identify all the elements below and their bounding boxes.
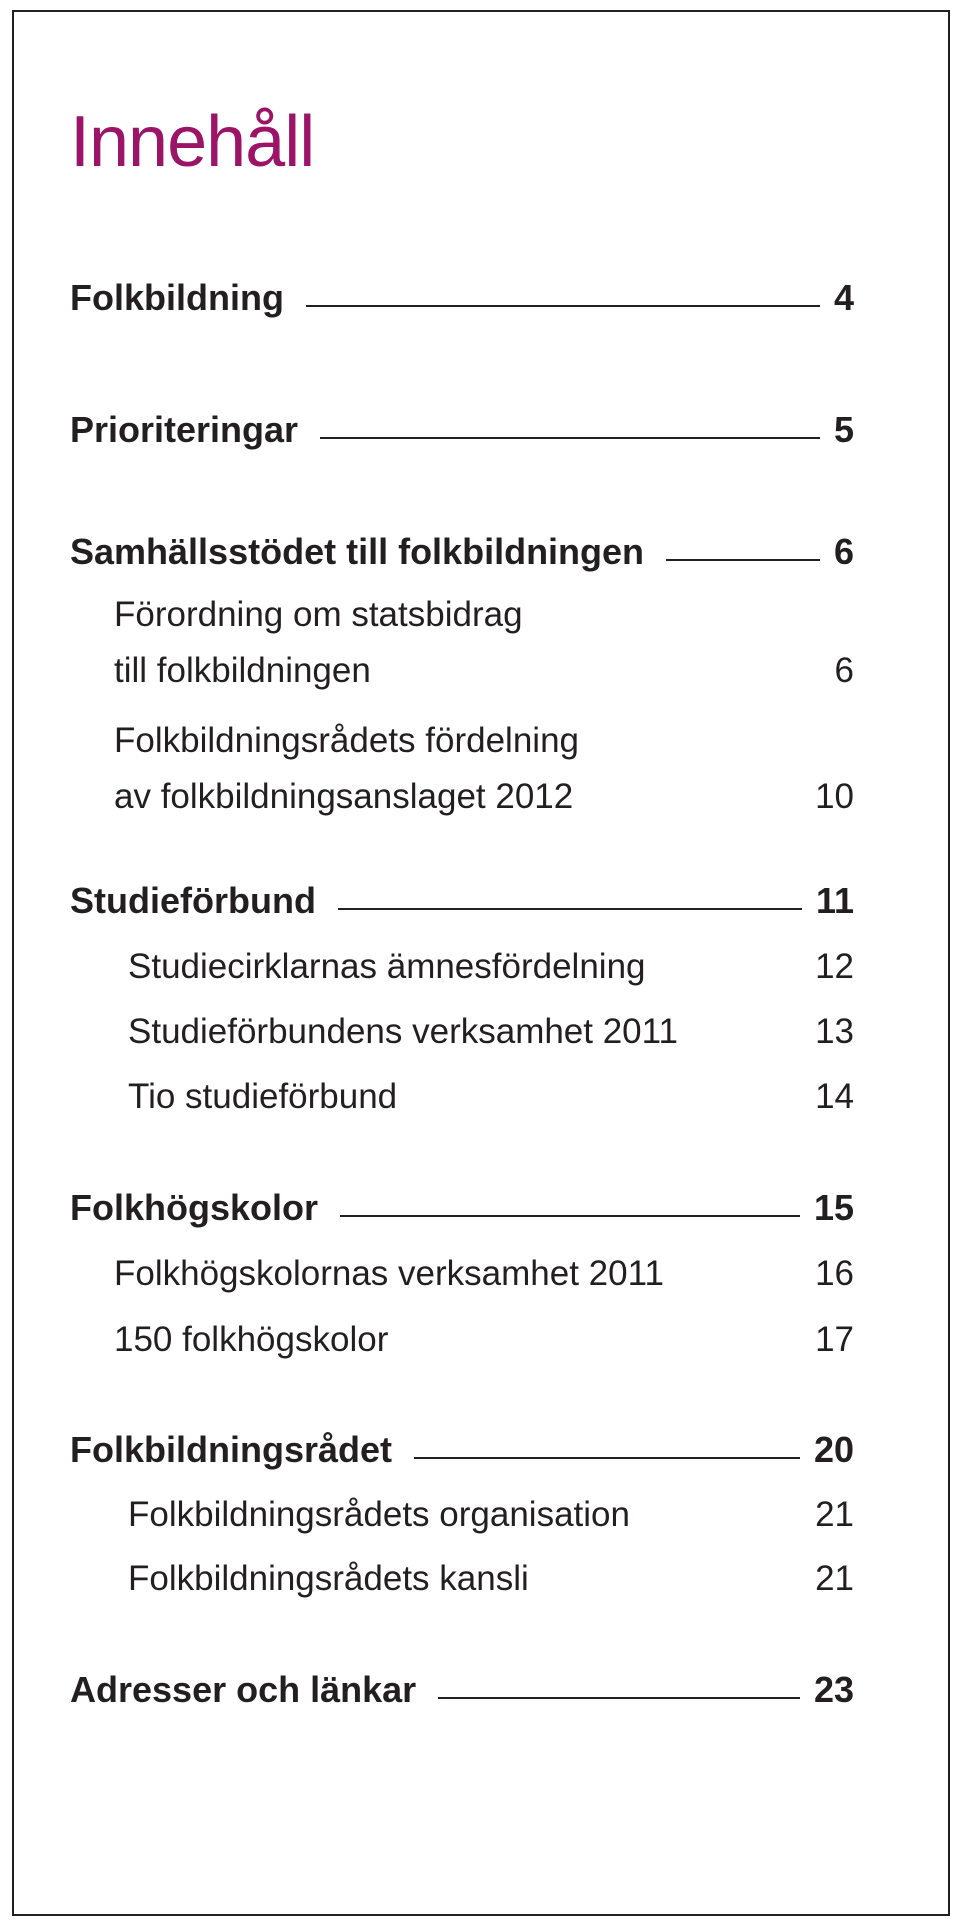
toc-subentry-studieforbundens-verksamhet[interactable] <box>128 1010 854 1054</box>
toc-leader-line <box>338 908 802 910</box>
toc-entry-folkhogskolor[interactable] <box>70 1186 854 1230</box>
toc-subentry-label: Folkbildningsrådets kansli <box>128 1559 529 1598</box>
toc-subentry-organisation[interactable] <box>128 1493 854 1537</box>
toc-page-number: 6 <box>834 651 854 690</box>
toc-entry-label: Folkbildningsrådet <box>70 1429 393 1470</box>
toc-page-number: 13 <box>815 1012 854 1051</box>
toc-entry-studieforbund[interactable] <box>70 879 854 923</box>
toc-subentry-forordning[interactable] <box>114 587 854 699</box>
toc-leader-line <box>414 1457 800 1459</box>
page-title: Innehåll <box>70 102 315 182</box>
toc-page-number: 21 <box>815 1559 854 1598</box>
toc-entry-label: Studieförbund <box>70 880 316 921</box>
toc-leader-line <box>666 559 820 561</box>
toc-entry-folkbildningsradet[interactable] <box>70 1428 854 1472</box>
toc-entry-label: Samhällsstödet till folkbildningen <box>70 531 645 572</box>
toc-entry-adresser-och-lankar[interactable] <box>70 1668 854 1712</box>
toc-subentry-label: Studiecirklarnas ämnesfördelning <box>128 947 646 986</box>
toc-page-number: 14 <box>815 1077 854 1116</box>
toc-leader-line <box>320 437 820 439</box>
toc-entry-label: Folkhögskolor <box>70 1187 319 1228</box>
toc-page-number: 16 <box>815 1254 854 1293</box>
toc-page-number: 12 <box>815 947 854 986</box>
toc-subentry-label-line2: till folkbildningen <box>114 651 371 690</box>
toc-subentry-label: Folkhögskolornas verksamhet 2011 <box>114 1254 664 1293</box>
toc-leader-line <box>340 1215 800 1217</box>
toc-leader-line <box>438 1697 800 1699</box>
toc-page-number: 17 <box>815 1320 854 1359</box>
toc-page-number: 5 <box>833 409 854 450</box>
toc-subentry-tio-studieforbund[interactable] <box>128 1075 854 1119</box>
toc-page-number: 10 <box>815 777 854 816</box>
toc-subentry-label-line1: Folkbildningsrådets fördelning <box>114 721 579 760</box>
toc-subentry-label: Tio studieförbund <box>128 1077 398 1116</box>
toc-entry-folkbildning[interactable] <box>70 276 854 320</box>
toc-page-number: 11 <box>815 880 854 921</box>
toc-subentry-label: 150 folkhögskolor <box>114 1320 389 1359</box>
toc-page-number: 20 <box>813 1429 854 1470</box>
toc-subentry-label: Studieförbundens verksamhet 2011 <box>128 1012 678 1051</box>
toc-entry-label: Folkbildning <box>70 277 284 318</box>
toc-leader-line <box>306 305 820 307</box>
toc-entry-samhallsstodet[interactable] <box>70 530 854 574</box>
toc-subentry-fordelning[interactable] <box>114 713 854 825</box>
toc-page-number: 6 <box>833 531 854 572</box>
toc-page-number: 4 <box>833 277 854 318</box>
toc-entry-prioriteringar[interactable] <box>70 408 854 452</box>
toc-subentry-folkhogskolornas-verksamhet[interactable] <box>114 1252 854 1296</box>
toc-entry-label: Adresser och länkar <box>70 1669 417 1710</box>
toc-subentry-kansli[interactable] <box>128 1557 854 1601</box>
toc-page-number: 21 <box>815 1495 854 1534</box>
toc-subentry-amnesfordelning[interactable] <box>128 945 854 989</box>
toc-page-number: 23 <box>813 1669 854 1710</box>
toc-page-number: 15 <box>813 1187 854 1228</box>
toc-subentry-label: Folkbildningsrådets organisation <box>128 1495 630 1534</box>
toc-entry-label: Prioriteringar <box>70 409 299 450</box>
toc-subentry-label-line2: av folkbildningsanslaget 2012 <box>114 777 574 816</box>
toc-subentry-150-folkhogskolor[interactable] <box>114 1318 854 1362</box>
toc-subentry-label-line1: Förordning om statsbidrag <box>114 595 523 634</box>
